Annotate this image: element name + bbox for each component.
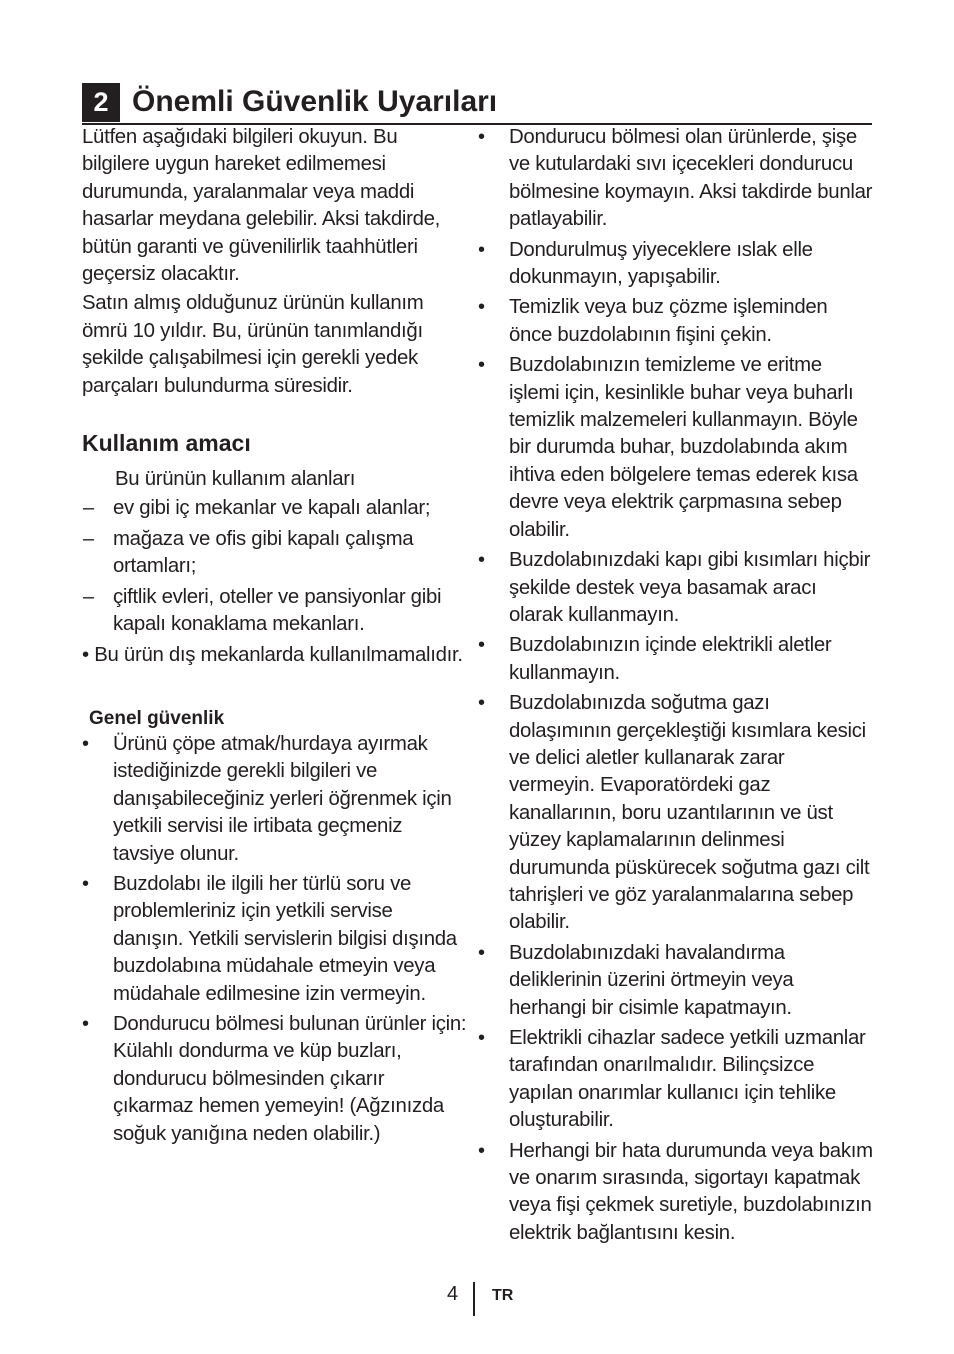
list-item-text: mağaza ve ofis gibi kapalı çalışma ortamları; <box>113 527 414 578</box>
bullet-marker: • <box>478 354 485 377</box>
dash-marker: – <box>83 527 94 550</box>
section-header <box>82 81 872 125</box>
right-column <box>478 124 874 1247</box>
usage-list <box>82 495 467 638</box>
bullet-marker: • <box>478 296 485 319</box>
bullet-marker: • <box>478 1027 485 1049</box>
usage-heading: Kullanım amacı <box>82 430 251 457</box>
list-item <box>82 1011 467 1148</box>
section-number: 2 <box>82 83 120 122</box>
bullet-marker: • <box>82 872 89 895</box>
section-title: Önemli Güvenlik Uyarıları <box>132 85 498 118</box>
bullet-marker: • <box>478 126 485 148</box>
list-item <box>478 124 874 234</box>
list-item-text: Dondurucu bölmesi olan ürünlerde, şişe ve kutulardaki sıvı içecekleri dondurucu bölmesine koymayın. Aksi takdirde bunlar patlayabilir. <box>509 126 873 231</box>
list-item <box>478 632 874 687</box>
bullet-marker: • <box>478 238 485 261</box>
list-item <box>82 495 467 522</box>
list-item-text: Elektrikli cihazlar sadece yetkili uzmanlar tarafından onarılmalıdır. Bilinçsizce yapılan onarımlar kullanıcı için tehlike oluşturabilir. <box>509 1027 866 1132</box>
bullet-marker: • <box>82 1012 89 1035</box>
list-item-text: Temizlik veya buz çözme işleminden önce buzdolabının fişini çekin. <box>509 296 828 346</box>
list-item-text: Buzdolabınızdaki havalandırma deliklerinin üzerini örtmeyin veya herhangi bir cisimle kapatmayın. <box>509 941 794 1019</box>
list-item-text: ev gibi iç mekanlar ve kapalı alanlar; <box>113 497 431 520</box>
bullet-marker: • <box>478 941 485 964</box>
list-item-text: Dondurulmuş yiyeceklere ıslak elle dokunmayın, yapışabilir. <box>509 238 813 289</box>
list-item <box>82 584 467 639</box>
left-column <box>82 124 467 1148</box>
bullet-marker: • <box>82 732 89 755</box>
bullet-marker: • <box>478 1139 485 1162</box>
bullet-marker: • <box>478 692 485 715</box>
list-item <box>82 731 467 868</box>
usage-lead: Bu ürünün kullanım alanları <box>115 468 356 491</box>
list-item <box>82 526 467 581</box>
general-list-right <box>478 124 874 1247</box>
dash-marker: – <box>83 585 94 608</box>
bullet-marker: • <box>478 549 485 572</box>
list-item <box>82 871 467 1008</box>
list-item <box>478 690 874 937</box>
list-item-text: Dondurucu bölmesi bulunan ürünler için: Külahlı dondurma ve küp buzları, dondurucu bölmesinden çıkarır çıkarmaz hemen yemeyin! (Ağzınızda soğuk yanığına neden olabilir.) <box>113 1012 467 1145</box>
general-list-left <box>82 731 467 1148</box>
list-item-text: Buzdolabınızın temizleme ve eritme işlemi için, kesinlikle buhar veya buharlı temizlik malzemeleri kullanmayın. Böyle bir durumda buhar, buzdolabında akım ihtiva eden bölgelere temas ederek kısa devre veya elektrik çarpmasına sebep olabilir. <box>509 354 858 541</box>
bullet-marker: • <box>478 634 485 657</box>
list-item-text: Ürünü çöpe atmak/hurdaya ayırmak istediğinizde gerekli bilgileri ve danışabileceğiniz yerleri öğrenmek için yetkili servisi ile irtibata geçmeniz tavsiye olunur. <box>113 732 452 865</box>
list-item-text: Herhangi bir hata durumunda veya bakım ve onarım sırasında, sigortayı kapatmak veya fişi çekmek suretiyle, buzdolabınızın elektrik bağlantısını kesin. <box>509 1139 873 1244</box>
list-item <box>478 1138 874 1248</box>
list-item <box>478 1025 874 1135</box>
list-item <box>478 294 874 349</box>
page-number: 4 <box>447 1283 459 1305</box>
language-code: TR <box>492 1287 514 1304</box>
list-item <box>478 940 874 1022</box>
intro-paragraph: Lütfen aşağıdaki bilgileri okuyun. Bu bilgilere uygun hareket edilmemesi durumunda, yaralanmalar veya maddi hasarlar meydana gelebilir. Aksi takdirde, bütün garanti ve güvenilirlik taahhütleri geçersiz olacaktır. <box>82 126 441 286</box>
list-item <box>478 237 874 292</box>
intro-paragraph: Satın almış olduğunuz ürünün kullanım ömrü 10 yıldır. Bu, ürünün tanımlandığı şekilde çalışabilmesi için gerekli yedek parçaları bulundurma süresidir. <box>82 292 424 397</box>
list-item <box>478 547 874 629</box>
list-item <box>478 352 874 544</box>
list-item-text: Buzdolabınızın içinde elektrikli aletler kullanmayın. <box>509 634 832 684</box>
footer-divider <box>473 1282 475 1316</box>
list-item-text: Buzdolabı ile ilgili her türlü soru ve problemleriniz için yetkili servise danışın. Yetkili servislerin bilgisi dışında buzdolabına müdahale etmeyin veya müdahale edilmesine izin vermeyin. <box>113 872 457 1005</box>
usage-note: • Bu ürün dış mekanlarda kullanılmamalıdır. <box>82 643 463 666</box>
general-heading: Genel güvenlik <box>89 707 225 729</box>
list-item-text: çiftlik evleri, oteller ve pansiyonlar gibi kapalı konaklama mekanları. <box>113 585 442 636</box>
list-item-text: Buzdolabınızda soğutma gazı dolaşımının gerçekleştiği kısımlara kesici ve delici aletler kullanarak zarar vermeyin. Evaporatördeki gaz kanallarının, boru uzantılarının ve üst yüzey kaplamalarının delinmesi durumunda püskürecek soğutma gazı cilt tahrişleri ve göz yaralanmalarına sebep olabilir. <box>509 692 870 934</box>
list-item-text: Buzdolabınızdaki kapı gibi kısımları hiçbir şekilde destek veya basamak aracı olarak kullanmayın. <box>509 549 871 626</box>
dash-marker: – <box>83 497 94 520</box>
